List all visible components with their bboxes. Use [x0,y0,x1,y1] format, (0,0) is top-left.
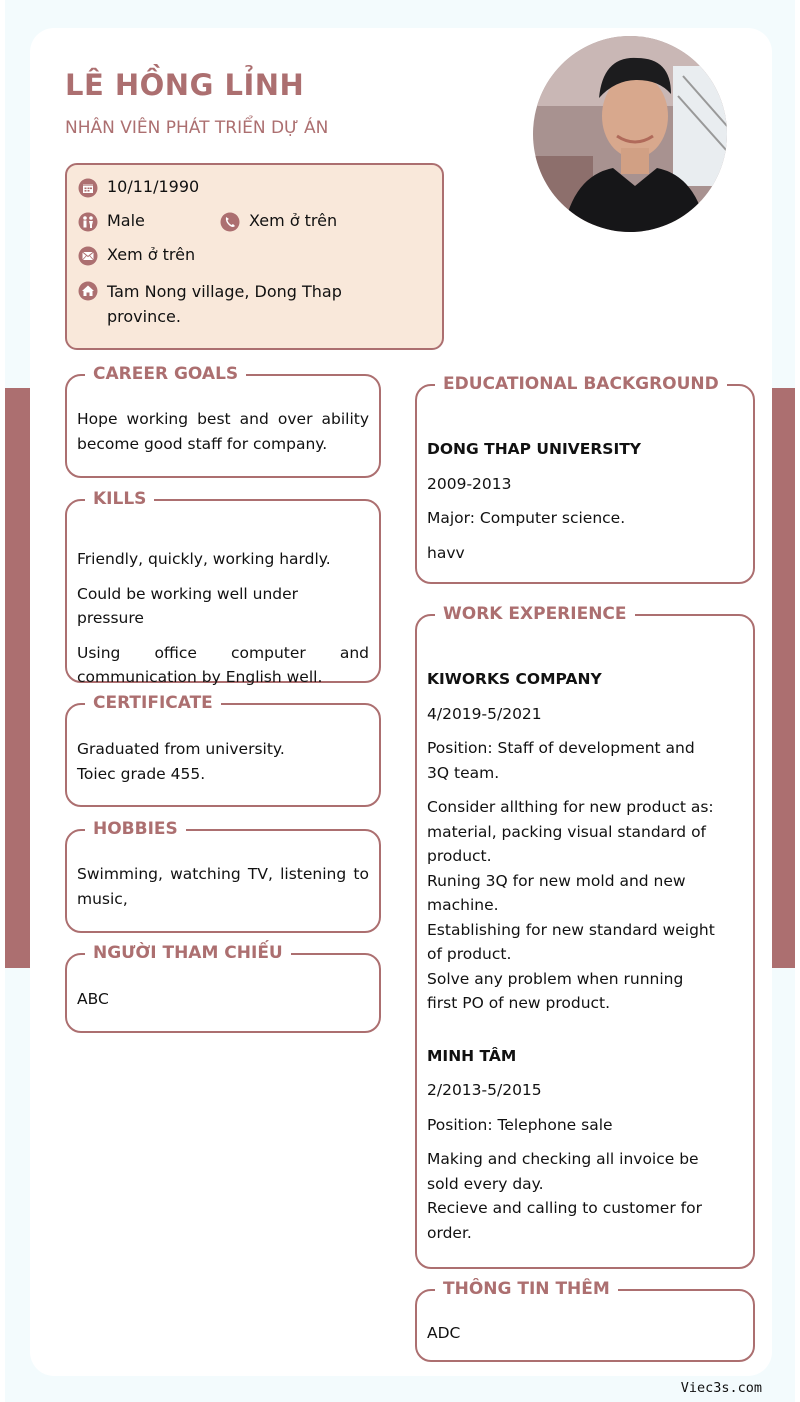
hobbies-section [65,819,381,933]
address-value: Tam Nong village, Dong Thap province. [107,282,342,326]
skill-item: Could be working well under pressure [77,584,299,627]
skills-title: KILLS [85,487,154,511]
mail-icon [77,245,99,267]
company-name: MINH TÂM [427,1046,517,1065]
calendar-icon [77,177,99,199]
job-period: 2/2013-5/2015 [427,1081,542,1099]
skill-item: Using office computer and communication by English well. [77,643,369,686]
gender-row [77,211,145,233]
home-icon [77,280,99,302]
job-period: 4/2019-5/2021 [427,704,542,723]
birthday-value: 10/11/1990 [107,177,200,196]
work-body [427,667,717,1245]
hobbies-title: HOBBIES [85,817,186,841]
gender-value: Male [107,211,145,230]
skills-list [77,547,369,700]
work-title: WORK EXPERIENCE [435,602,635,626]
candidate-title: NHÂN VIÊN PHÁT TRIỂN DỰ ÁN [65,118,329,138]
references-text: ABC [77,990,109,1008]
job-position: Position: Telephone sale [427,1115,613,1134]
certificate-line: Graduated from university. [77,740,285,758]
certificate-title: CERTIFICATE [85,691,221,715]
career-goals-section [65,364,381,478]
phone-icon [219,211,241,233]
job-detail: Making and checking all invoice be sold every day. [427,1150,699,1193]
education-title: EDUCATIONAL BACKGROUND [435,372,727,396]
job-position: Position: Staff of development and 3Q team. [427,739,695,782]
job-detail: Consider allthing for new product as: material, packing visual standard of product. [427,798,714,865]
work-section [415,604,755,1269]
references-section [65,943,381,1033]
education-note: havv [427,543,465,562]
career-goals-title: CAREER GOALS [85,362,246,386]
hobbies-text: Swimming, watching TV, listening to music, [77,865,369,908]
job-detail: Establishing for new standard weight of product. [427,920,715,963]
skills-section [65,489,381,686]
phone-value: Xem ở trên [249,211,338,230]
company-name: KIWORKS COMPANY [427,670,602,688]
address-row [77,279,347,329]
extra-info-text: ADC [427,1324,461,1342]
job-detail: Solve any problem when running first PO of new product. [427,969,684,1012]
education-section [415,374,755,584]
extra-info-title: THÔNG TIN THÊM [435,1277,618,1301]
career-goals-text: Hope working best and over ability become good staff for company. [77,410,369,453]
birthday-row [77,177,199,199]
skill-item: Friendly, quickly, working hardly. [77,550,331,568]
avatar [533,36,727,232]
certificate-line: Toiec grade 455. [77,764,206,783]
email-row [77,245,195,267]
footer-brand[interactable]: Viec3s.com [680,1380,762,1396]
job-detail: Recieve and calling to customer for order. [427,1199,702,1242]
certificate-list [77,737,369,786]
candidate-name: LÊ HỒNG LỈNH [65,68,305,102]
job-detail: Runing 3Q for new mold and new machine. [427,871,686,914]
certificate-section [65,693,381,807]
education-period: 2009-2013 [427,474,512,493]
education-body [427,437,743,575]
extra-info-section [415,1279,755,1362]
email-value: Xem ở trên [107,245,196,264]
references-title: NGƯỜI THAM CHIẾU [85,941,291,965]
gender-icon [77,211,99,233]
personal-info-box [65,163,444,350]
school-name: DONG THAP UNIVERSITY [427,440,642,458]
education-major: Major: Computer science. [427,509,626,527]
phone-row [219,211,337,233]
